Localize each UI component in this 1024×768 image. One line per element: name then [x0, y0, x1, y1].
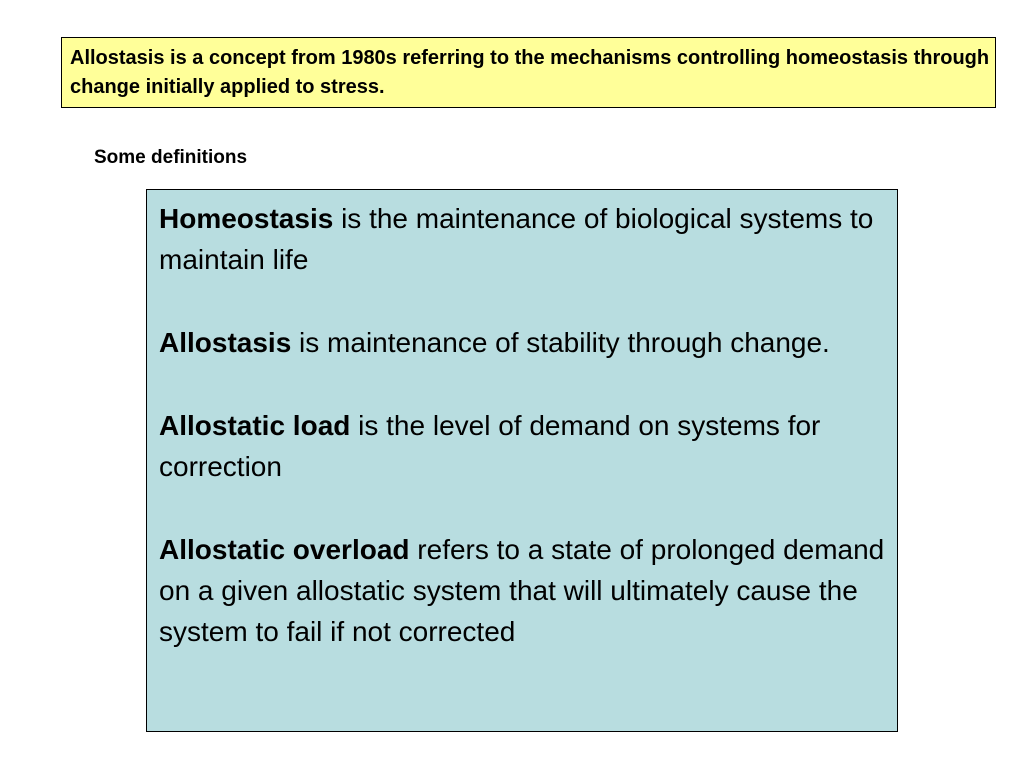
definition-allostatic-overload [159, 529, 885, 652]
definition-term: Allostasis [159, 327, 292, 358]
definition-allostasis [159, 322, 885, 363]
definition-text: is maintenance of stability through change. [291, 327, 830, 358]
definition-text: refers to a state of prolonged demand on a given allostatic system that will ultimately cause the system to fail if not corrected [159, 534, 885, 647]
definition-text: is the level of demand on systems for correction [159, 410, 821, 482]
definition-allostatic-load [159, 405, 885, 487]
section-heading: Some definitions [94, 147, 248, 168]
intro-text: Allostasis is a concept from 1980s referring to the mechanisms controlling homeostasis through change initially applied to stress. [70, 47, 990, 98]
definition-term: Allostatic load [159, 410, 351, 441]
definition-text: is the maintenance of biological systems to maintain life [159, 203, 874, 275]
definition-term: Allostatic overload [159, 534, 410, 565]
intro-box [61, 37, 996, 108]
definition-term: Homeostasis [159, 203, 334, 234]
definition-homeostasis [159, 198, 885, 280]
definitions-box [146, 189, 898, 732]
